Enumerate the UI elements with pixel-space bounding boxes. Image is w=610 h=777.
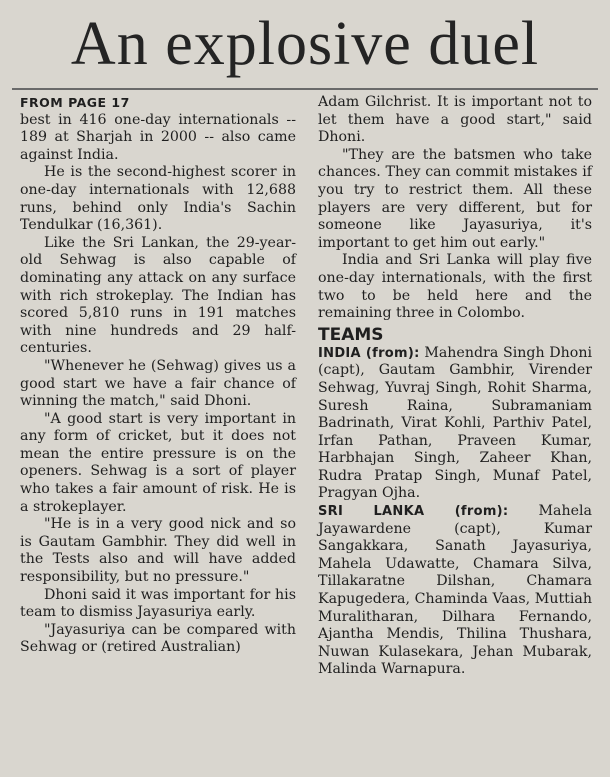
paragraph: Like the Sri Lankan, the 29-year-old Sehwag is also capable of dominating any attack on any surface with rich strokeplay. The Indian has scored 5,810 runs in 191 matches with nine hundreds and 29 half-centuries. — [20, 234, 296, 357]
paragraph: Dhoni said it was important for his team to dismiss Jayasuriya early. — [20, 586, 296, 621]
paragraph: "He is in a very good nick and so is Gautam Gambhir. They did well in the Tests also and will have added responsibility, but no pressure." — [20, 516, 296, 586]
paragraph: "They are the batsmen who take chances. They can commit mistakes if you try to restrict them. All these players are very different, but for someone like Jayasuriya, it's important to get him out early." — [318, 146, 592, 251]
india-players: Mahendra Singh Dhoni (capt), Gautam Gambhir, Virender Sehwag, Yuvraj Singh, Rohit Sharma, Suresh Raina, Subramaniam Badrinath, Virat Kohli, Parthiv Patel, Irfan Pathan, Praveen Kumar, Harbhajan Singh, Zaheer Khan, Rudra Pratap Singh, Munaf Patel, Pragyan Ojha. — [318, 344, 592, 502]
headline-rule — [12, 88, 598, 90]
right-column — [318, 94, 592, 679]
paragraph: India and Sri Lanka will play five one-day internationals, with the first two to be held here and the remaining three in Colombo. — [318, 252, 592, 322]
paragraph: "A good start is very important in any form of cricket, but it does not mean the entire pressure is on the openers. Sehwag is a sort of player who takes a fair amount of risk. He is a strokeplayer. — [20, 410, 296, 515]
paragraph: He is the second-highest scorer in one-day internationals with 12,688 runs, behind only India's Sachin Tendulkar (16,361). — [20, 164, 296, 234]
paragraph: "Jayasuriya can be compared with Sehwag or (retired Australian) — [20, 621, 296, 656]
left-column — [20, 94, 296, 657]
india-squad — [318, 345, 592, 503]
jump-line: FROM PAGE 17 — [20, 95, 130, 110]
india-label: INDIA (from): — [318, 345, 420, 361]
headline: An explosive duel — [70, 10, 540, 78]
srilanka-label: SRI LANKA (from): — [318, 504, 509, 520]
paragraph: "Whenever he (Sehwag) gives us a good start we have a fair chance of winning the match," said Dhoni. — [20, 357, 296, 410]
paragraph: best in 416 one-day internationals -- 189 at Sharjah in 2000 -- also came against India. — [20, 111, 296, 163]
paragraph: Adam Gilchrist. It is important not to let them have a good start," said Dhoni. — [318, 94, 592, 146]
srilanka-squad — [318, 503, 592, 679]
srilanka-players: Mahela Jayawardene (capt), Kumar Sangakkara, Sanath Jayasuriya, Mahela Udawatte, Chamara Silva, Tillakaratne Dilshan, Chamara Kapugedera, Chaminda Vaas, Muttiah Muralitharan, Dilhara Fernando, Ajantha Mendis, Thilina Thushara, Nuwan Kulasekara, Jehan Mubarak, Malinda Warnapura. — [318, 503, 592, 678]
teams-heading: TEAMS — [318, 324, 384, 345]
